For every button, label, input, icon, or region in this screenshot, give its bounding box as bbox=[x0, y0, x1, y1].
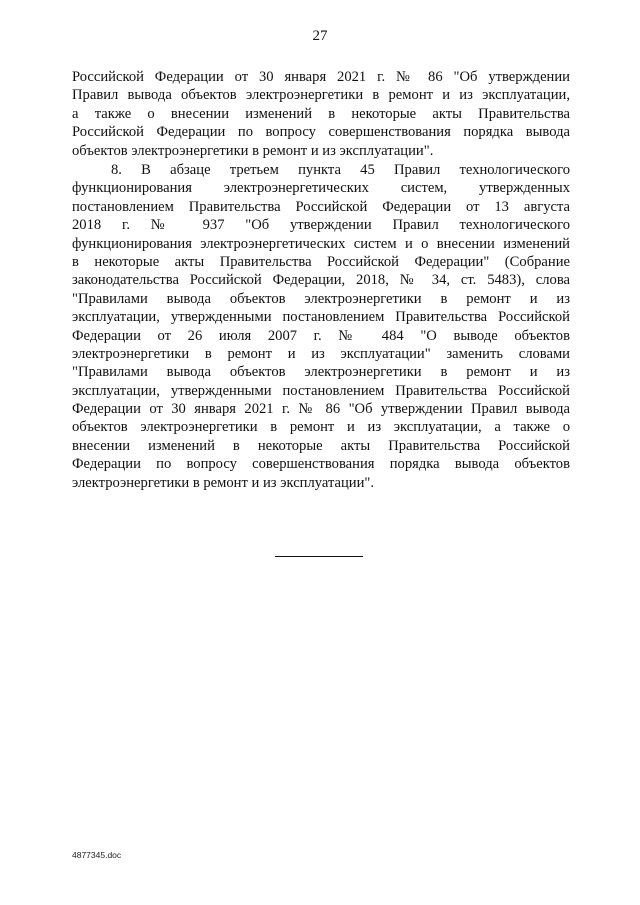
text-line: функционирования электроэнергетических систем, утвержденных bbox=[72, 180, 570, 197]
text-line: 8. В абзаце третьем пункта 45 Правил технологического bbox=[111, 162, 570, 178]
text-line: "Правилами вывода объектов электроэнергетики в ремонт и из bbox=[72, 290, 570, 307]
text-line: 2018 г. № 937 "Об утверждении Правил технологического bbox=[72, 217, 570, 234]
text-line: электроэнергетики в ремонт и из эксплуатации" заменить словами bbox=[72, 345, 570, 362]
text-line: объектов электроэнергетики в ремонт и из эксплуатации". bbox=[72, 142, 434, 159]
text-line: Федерации от 30 января 2021 г. № 86 "Об утверждении Правил вывода bbox=[72, 401, 570, 418]
text-line: эксплуатации, утвержденными постановлением Правительства Российской bbox=[72, 309, 570, 326]
page-number: 27 bbox=[312, 28, 328, 44]
paragraph-continuation bbox=[72, 68, 570, 160]
text-line: Федерации по вопросу совершенствования порядка вывода объектов bbox=[72, 456, 570, 473]
text-line: Российской Федерации от 30 января 2021 г. № 86 "Об утверждении bbox=[72, 69, 570, 85]
text-line: законодательства Российской Федерации, 2018, № 34, ст. 5483), слова bbox=[72, 272, 570, 289]
text-line: в некоторые акты Правительства Российской Федерации" (Собрание bbox=[72, 253, 570, 270]
text-line: "Правилами вывода объектов электроэнергетики в ремонт и из bbox=[72, 364, 570, 381]
document-file-reference: 4877345.doc bbox=[72, 850, 122, 860]
text-line: Федерации от 26 июля 2007 г. № 484 "О выводе объектов bbox=[72, 327, 570, 344]
text-line: Правил вывода объектов электроэнергетики в ремонт и из эксплуатации, bbox=[72, 87, 570, 104]
end-separator-line bbox=[275, 556, 363, 557]
text-line: функционирования электроэнергетических систем и о внесении изменений bbox=[72, 235, 570, 252]
text-line: постановлением Правительства Российской Федерации от 13 августа bbox=[72, 198, 570, 215]
text-line: эксплуатации, утвержденными постановлением Правительства Российской bbox=[72, 382, 570, 399]
text-line: а также о внесении изменений в некоторые акты Правительства bbox=[72, 105, 570, 122]
text-line: объектов электроэнергетики в ремонт и из эксплуатации, а также о bbox=[72, 419, 570, 436]
text-line: внесении изменений в некоторые акты Правительства Российской bbox=[72, 437, 570, 454]
paragraph-8 bbox=[72, 161, 570, 492]
text-line: Российской Федерации по вопросу совершенствования порядка вывода bbox=[72, 124, 570, 141]
text-line: электроэнергетики в ремонт и из эксплуатации". bbox=[72, 474, 375, 491]
